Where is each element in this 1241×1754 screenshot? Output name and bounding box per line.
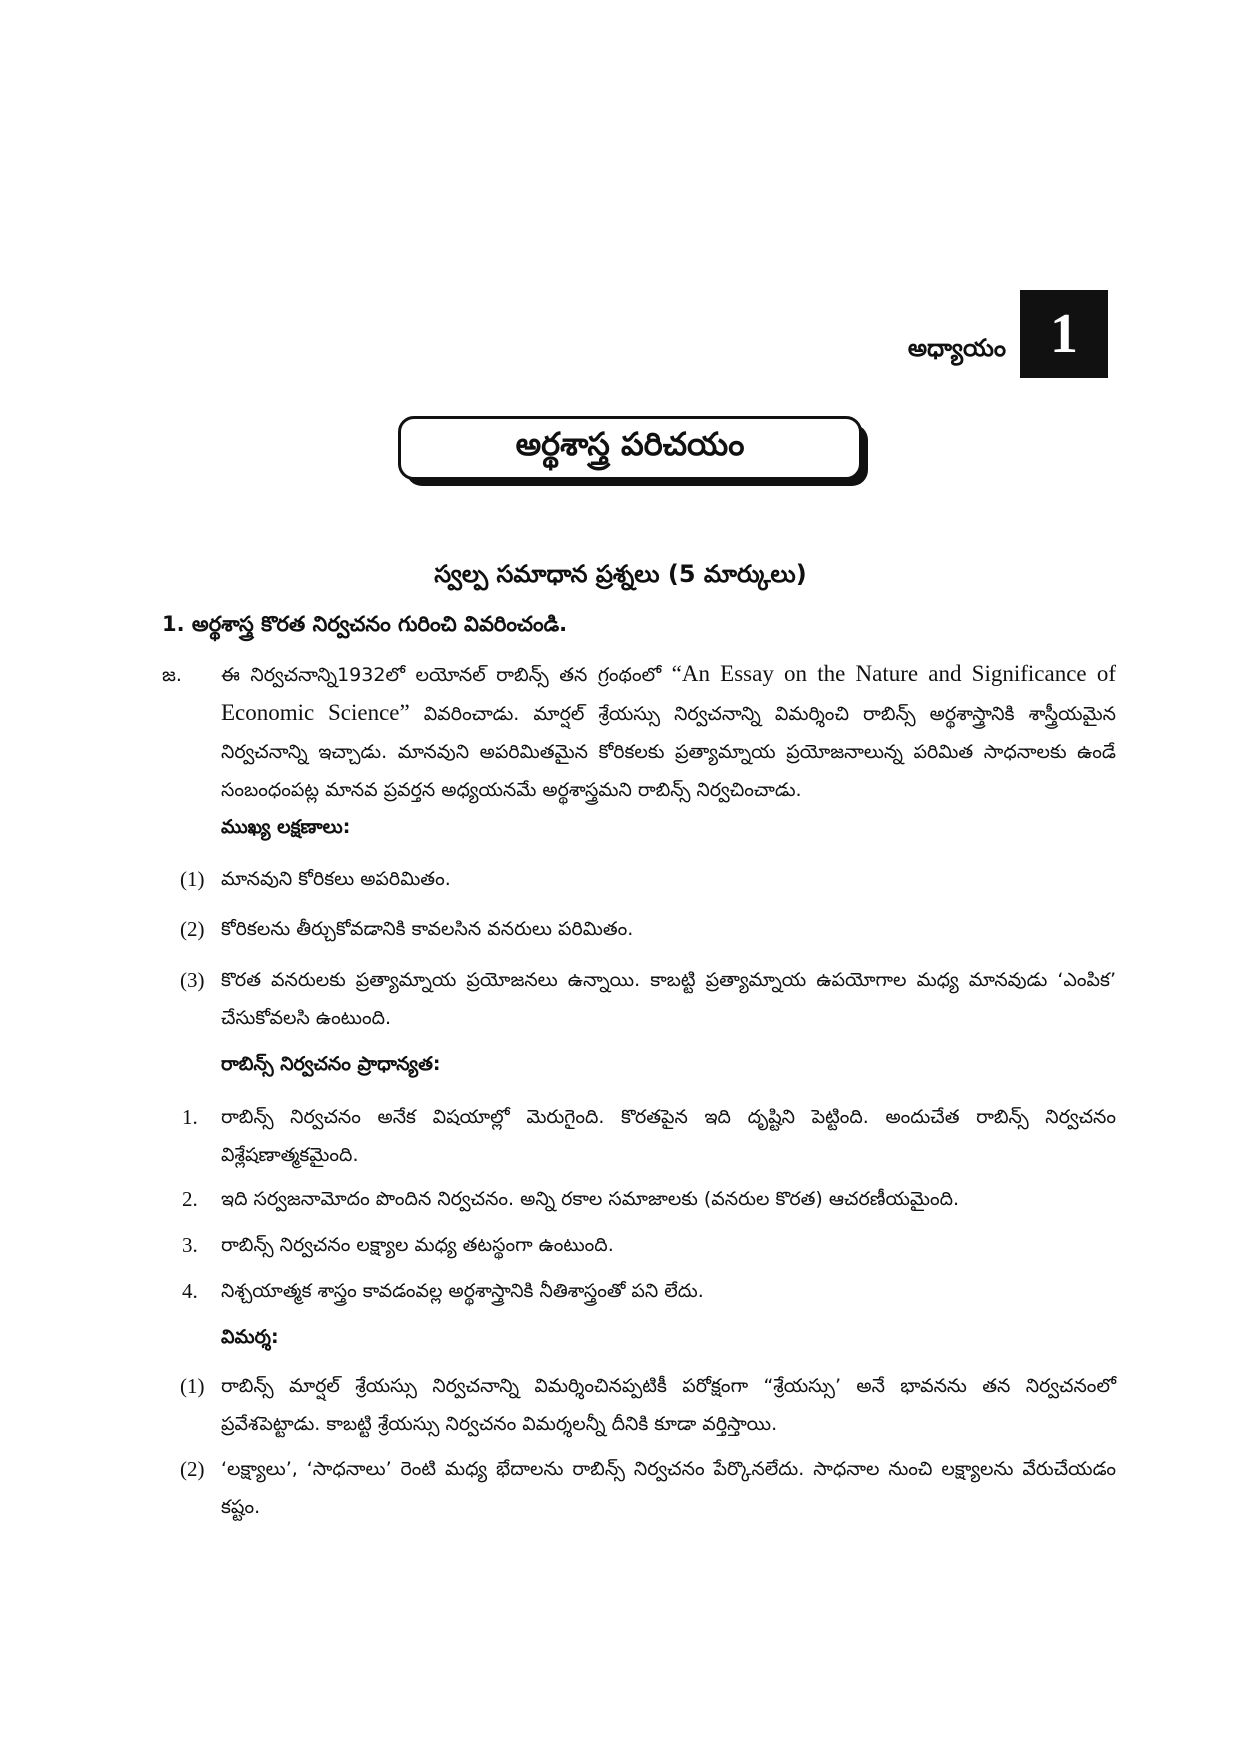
answer-text-part2: వివరించాడు. మార్షల్ శ్రేయస్సు నిర్వచనాన్ని విమర్శించి రాబిన్స్ అర్థశాస్త్రానికి శాస్త్రీయమైన నిర్వచనాన్ని ఇచ్చాడు. మానవుని అపరిమితమైన కోరికలకు ప్రత్యామ్నాయ ప్రయోజనాలున్న పరిమిత సాధనాలకు ఉండే సంబంధంపట్ల మానవ ప్రవర్తన అధ్యయనమే అర్థశాస్త్రమని రాబిన్స్ నిర్వచించాడు.	[221, 703, 1116, 801]
importance-item	[182, 1226, 1116, 1264]
criticism-text: ‘లక్ష్యాలు’, ‘సాధనాలు’ రెంటి మధ్య భేదాలను రాబిన్స్ నిర్వచనం పేర్కొనలేదు. సాధనాల నుంచి లక్ష్యాలను వేరుచేయడం కష్టం.	[221, 1458, 1116, 1518]
feature-marker: (1)	[180, 867, 205, 891]
importance-text: నిశ్చయాత్మక శాస్త్రం కావడంవల్ల అర్థశాస్త్రానికి నీతిశాస్త్రంతో పని లేదు.	[221, 1280, 704, 1302]
criticism-item	[180, 1367, 1116, 1443]
feature-item	[180, 961, 1116, 1037]
answer-paragraph	[221, 655, 1116, 809]
importance-marker: 4.	[182, 1279, 198, 1303]
importance-marker: 1.	[182, 1105, 198, 1129]
importance-text: ఇది సర్వజనామోదం పొందిన నిర్వచనం. అన్ని రకాల సమాజాలకు (వనరుల కొరత) ఆచరణీయమైంది.	[221, 1188, 960, 1210]
chapter-label: అధ్యాయం	[907, 334, 1006, 362]
answer-label: జ.	[162, 664, 182, 686]
feature-text: కొరత వనరులకు ప్రత్యామ్నాయ ప్రయోజనలు ఉన్నాయి. కాబట్టి ప్రత్యామ్నాయ ఉపయోగాల మధ్య మానవుడు ‘ఎంపిక’ చేసుకోవలసి ఉంటుంది.	[221, 969, 1116, 1029]
feature-item	[180, 860, 1116, 898]
feature-item	[180, 910, 1116, 948]
importance-marker: 2.	[182, 1187, 198, 1211]
question-heading: 1. అర్థశాస్త్ర కొరత నిర్వచనం గురించి వివరించండి.	[162, 612, 568, 636]
importance-item	[182, 1272, 1116, 1310]
book-title: “An Essay on the Nature and Significance of Economic Science”	[221, 661, 1116, 725]
criticism-marker: (2)	[180, 1457, 205, 1481]
importance-text: రాబిన్స్ నిర్వచనం లక్ష్యాల మధ్య తటస్థంగా ఉంటుంది.	[221, 1234, 614, 1256]
feature-text: మానవుని కోరికలు అపరిమితం.	[221, 868, 451, 890]
title-box-frame	[398, 416, 862, 480]
features-heading: ముఖ్య లక్షణాలు:	[221, 816, 351, 838]
feature-marker: (2)	[180, 917, 205, 941]
importance-text: రాబిన్స్ నిర్వచనం అనేక విషయాల్లో మెరుగైంది. కొరతపైన ఇది దృష్టిని పెట్టింది. అందుచేత రాబిన్స్ నిర్వచనం విశ్లేషణాత్మకమైంది.	[221, 1106, 1116, 1166]
section-header: స్వల్ప సమాధాన ప్రశ్నలు (5 మార్కులు)	[434, 560, 807, 588]
chapter-marker	[908, 290, 1108, 378]
chapter-title: అర్థశాస్త్ర పరిచయం	[515, 425, 745, 463]
importance-item	[182, 1180, 1116, 1218]
chapter-number: 1	[1050, 303, 1078, 365]
criticism-item	[180, 1450, 1116, 1526]
importance-heading: రాబిన్స్ నిర్వచనం ప్రాధాన్యత:	[221, 1053, 441, 1075]
feature-marker: (3)	[180, 968, 205, 992]
chapter-number-box	[1020, 290, 1108, 378]
criticism-marker: (1)	[180, 1374, 205, 1398]
feature-text: కోరికలను తీర్చుకోవడానికి కావలసిన వనరులు పరిమితం.	[221, 918, 634, 940]
criticism-heading: విమర్శ:	[221, 1326, 279, 1348]
importance-item	[182, 1098, 1116, 1174]
chapter-title-box	[398, 416, 868, 484]
criticism-text: రాబిన్స్ మార్షల్ శ్రేయస్సు నిర్వచనాన్ని విమర్శించినప్పటికీ పరోక్షంగా “శ్రేయస్సు’ అనే భావనను తన నిర్వచనంలో ప్రవేశపెట్టాడు. కాబట్టి శ్రేయస్సు నిర్వచనం విమర్శలన్నీ దీనికి కూడా వర్తిస్తాయి.	[221, 1375, 1116, 1435]
importance-marker: 3.	[182, 1233, 198, 1257]
answer-text-part1: ఈ నిర్వచనాన్ని1932లో లయోనల్ రాబిన్స్ తన గ్రంథంలో	[221, 664, 672, 686]
